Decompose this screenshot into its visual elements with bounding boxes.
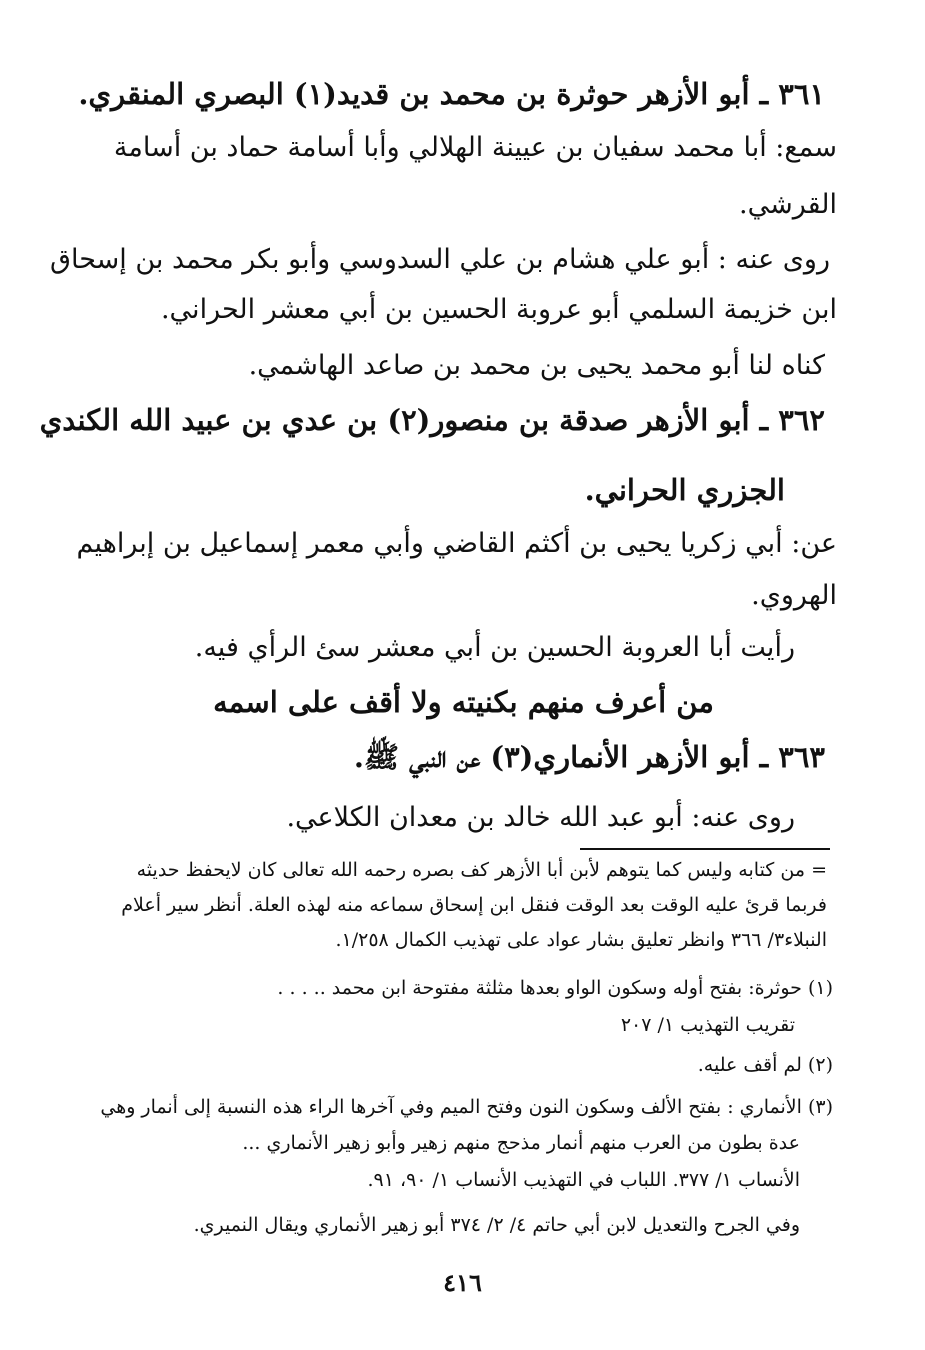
section-title: من أعرف منهم بكنيته ولا أقف على اسمه [213, 685, 714, 719]
entry-362-line-3: رأيت أبا العروبة الحسين بن أبي معشر سئ الرأي فيه. [194, 632, 795, 663]
entry-363-heading: ٣٦٣ ـ أبو الأزهر الأنماري(٣) عن النبي ﷺ. [353, 740, 825, 774]
footnote-1: (١) حوثرة: بفتح أوله وسكون الواو بعدها مثلثة مفتوحة ابن محمد .. . . . [277, 977, 833, 999]
entry-361-line-5: كناه لنا أبو محمد يحيى بن محمد بن صاعد الهاشمي. [248, 350, 825, 381]
entry-361-line-3: روى عنه : أبو علي هشام بن علي السدوسي وأبو بكر محمد بن إسحاق [50, 244, 830, 275]
entry-363-line-1: روى عنه: أبو عبد الله خالد بن معدان الكلاعي. [286, 802, 795, 833]
entry-361-line-2: القرشي. [739, 189, 837, 220]
entry-362-heading-line-1: ٣٦٢ ـ أبو الأزهر صدقة بن منصور(٢) بن عدي بن عبيد الله الكندي [39, 403, 825, 437]
footnote-3: (٣) الأنماري : بفتح الألف وسكون النون وفتح الميم وفي آخرها الراء هذه النسبة إلى أنمار وهي [100, 1096, 833, 1118]
footnote-continuation-3: النبلاء٣/ ٣٦٦ وانظر تعليق بشار عواد على تهذيب الكمال ١/٢٥٨. [335, 929, 827, 951]
entry-361-heading: ٣٦١ ـ أبو الأزهر حوثرة بن محمد بن قديد(١) البصري المنقري. [78, 77, 825, 111]
footnote-3-line-2: عدة بطون من العرب منهم أنمار مذحج منهم زهير وأبو زهير الأنماري ... [242, 1132, 800, 1154]
entry-361-line-4: ابن خزيمة السلمي أبو عروبة الحسين بن أبي معشر الحراني. [160, 294, 837, 325]
page-number: ٤١٦ [443, 1268, 482, 1297]
entry-362-line-1: عن: أبي زكريا يحيى بن أكثم القاضي وأبي معمر إسماعيل بن إبراهيم [76, 528, 837, 559]
footnote-continuation-2: فربما قرئ عليه الوقت بعد الوقت فنقل ابن إسحاق سماعه منه لهذه العلة. أنظر سير أعلام [121, 894, 827, 916]
footnote-3-line-3: الأنساب ١/ ٣٧٧. اللباب في التهذيب الأنساب ١/ ٩٠، ٩١. [367, 1169, 800, 1191]
footnote-continuation-1: = من كتابه وليس كما يتوهم لأبن أبا الأزهر كف بصره رحمه الله تعالى كان لايحفظ حديثه [136, 859, 827, 881]
footnote-1-continuation: تقريب التهذيب ١/ ٢٠٧ [620, 1014, 795, 1036]
footnote-3-line-4: وفي الجرح والتعديل لابن أبي حاتم ٤/ ٢/ ٣٧٤ أبو زهير الأنماري ويقال النميري. [193, 1214, 800, 1236]
footnote-2: (٢) لم أقف عليه. [697, 1054, 833, 1076]
entry-362-line-2: الهروي. [751, 580, 837, 611]
entry-362-heading-line-2: الجزري الحراني. [584, 473, 785, 507]
entry-361-line-1: سمع: أبا محمد سفيان بن عيينة الهلالي وأبا أسامة حماد بن أسامة [113, 132, 837, 163]
footnote-separator [580, 848, 830, 850]
